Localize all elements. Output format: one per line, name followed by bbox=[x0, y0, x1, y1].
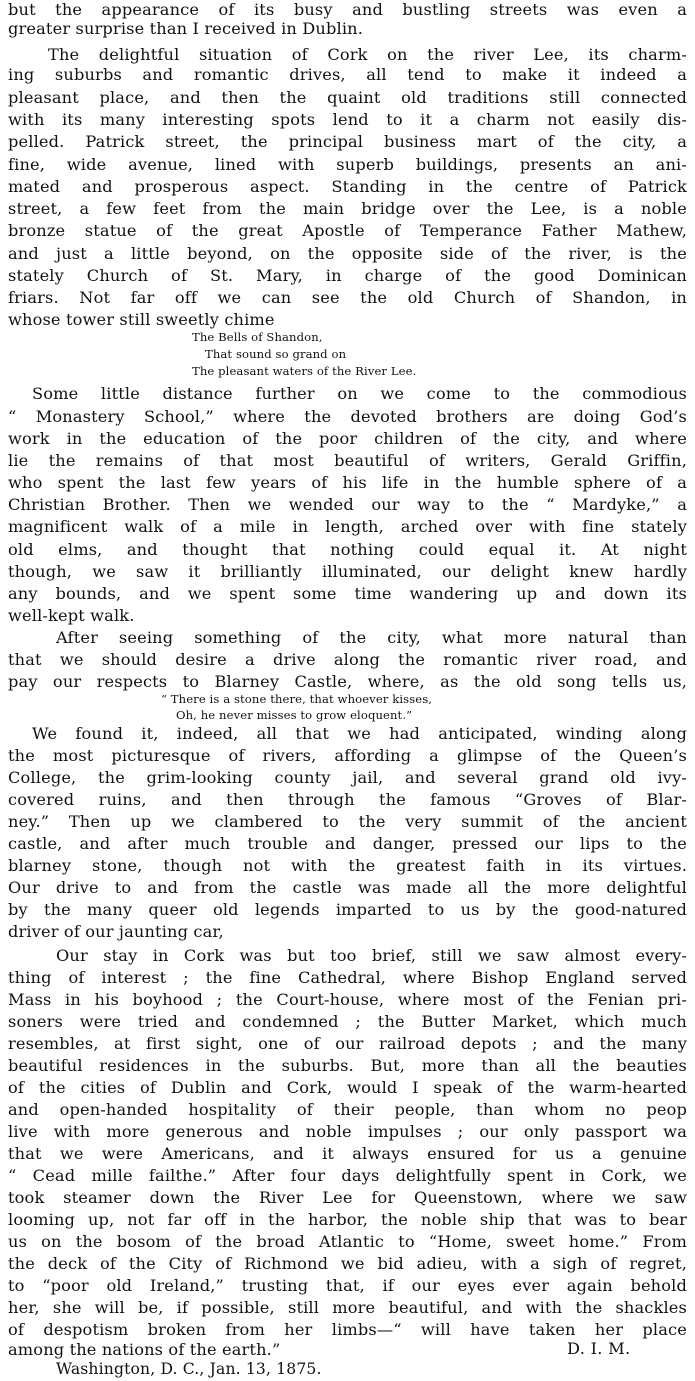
body-line: who spent the last few years of his life in the humble sphere of a bbox=[8, 473, 687, 492]
dateline: Washington, D. C., Jan. 13, 1875. bbox=[56, 1360, 322, 1378]
verse-line: Oh, he never misses to grow eloquent.” bbox=[176, 708, 413, 722]
body-line: the most picturesque of rivers, affording a glimpse of the Queen’s bbox=[8, 746, 687, 765]
body-line: any bounds, and we spent some time wandering up and down its bbox=[8, 584, 687, 603]
body-line: ney.” Then up we clambered to the very summit of the ancient bbox=[8, 812, 687, 831]
body-line: that we should desire a drive along the romantic river road, and bbox=[8, 650, 687, 669]
body-line: us on the bosom of the broad Atlantic to “Home, sweet home.” From bbox=[8, 1232, 687, 1251]
body-line: of the cities of Dublin and Cork, would I speak of the warm-hearted bbox=[8, 1078, 687, 1097]
body-line: that we were Americans, and it always ensured for us a genuine bbox=[8, 1144, 687, 1163]
body-line: Our drive to and from the castle was made all the more delightful bbox=[8, 878, 687, 897]
body-line: soners were tried and condemned ; the Butter Market, which much bbox=[8, 1012, 687, 1031]
body-line: old elms, and thought that nothing could equal it. At night bbox=[8, 540, 687, 559]
body-line: Christian Brother. Then we wended our way to the “ Mardyke,” a bbox=[8, 495, 687, 514]
body-line: Mass in his boyhood ; the Court-house, where most of the Fenian pri- bbox=[8, 990, 687, 1009]
body-line: bronze statue of the great Apostle of Temperance Father Mathew, bbox=[8, 221, 687, 240]
body-line: took steamer down the River Lee for Queenstown, where we saw bbox=[8, 1188, 687, 1207]
body-line: her, she will be, if possible, still more beautiful, and with the shackles bbox=[8, 1298, 687, 1317]
body-line: fine, wide avenue, lined with superb buildings, presents an ani- bbox=[8, 155, 687, 174]
body-line: the deck of the City of Richmond we bid adieu, with a sigh of regret, bbox=[8, 1254, 687, 1273]
verse-line: The pleasant waters of the River Lee. bbox=[192, 364, 417, 378]
body-line: but the appearance of its busy and bustling streets was even a bbox=[8, 0, 687, 19]
body-line: pleasant place, and then the quaint old traditions still connected bbox=[8, 88, 687, 107]
body-line: The delightful situation of Cork on the river Lee, its charm- bbox=[48, 45, 687, 64]
body-line: looming up, not far off in the harbor, the noble ship that was to bear bbox=[8, 1210, 687, 1229]
verse-line: The Bells of Shandon, bbox=[192, 330, 323, 344]
body-line: blarney stone, though not with the greatest faith in its virtues. bbox=[8, 856, 687, 875]
verse-line: That sound so grand on bbox=[205, 347, 347, 361]
body-line: though, we saw it brilliantly illuminated, our delight knew hardly bbox=[8, 562, 687, 581]
body-line: among the nations of the earth.” bbox=[8, 1340, 281, 1359]
body-line: castle, and after much trouble and danger, pressed our lips to the bbox=[8, 834, 687, 853]
body-line: We found it, indeed, all that we had anticipated, winding along bbox=[32, 724, 687, 743]
body-line: with its many interesting spots lend to it a charm not easily dis- bbox=[8, 110, 687, 129]
body-line: driver of our jaunting car, bbox=[8, 922, 224, 941]
body-line: covered ruins, and then through the famous “Groves of Blar- bbox=[8, 790, 687, 809]
body-line: resembles, at first sight, one of our railroad depots ; and the many bbox=[8, 1034, 687, 1053]
body-line: mated and prosperous aspect. Standing in the centre of Patrick bbox=[8, 177, 687, 196]
body-line: and just a little beyond, on the opposite side of the river, is the bbox=[8, 244, 687, 263]
body-line: live with more generous and noble impulses ; our only passport wa bbox=[8, 1122, 687, 1141]
body-line: and open-handed hospitality of their people, than whom no peop bbox=[8, 1100, 687, 1119]
body-line: pay our respects to Blarney Castle, where, as the old song tells us, bbox=[8, 672, 687, 691]
body-line: by the many queer old legends imparted to us by the good-natured bbox=[8, 900, 687, 919]
signature: D. I. M. bbox=[567, 1339, 631, 1358]
body-line: friars. Not far off we can see the old Church of Shandon, in bbox=[8, 288, 687, 307]
body-line: beautiful residences in the suburbs. But, more than all the beauties bbox=[8, 1056, 687, 1075]
verse-line: “ There is a stone there, that whoever kisses, bbox=[161, 692, 433, 706]
body-line: “ Cead mille failthe.” After four days delightfully spent in Cork, we bbox=[8, 1166, 687, 1185]
body-line: lie the remains of that most beautiful of writers, Gerald Griffin, bbox=[8, 451, 687, 470]
body-line: After seeing something of the city, what more natural than bbox=[56, 628, 687, 647]
body-line: street, a few feet from the main bridge over the Lee, is a noble bbox=[8, 199, 687, 218]
body-line: to “poor old Ireland,” trusting that, if our eyes ever again behold bbox=[8, 1276, 687, 1295]
body-line: of despotism broken from her limbs—“ will have taken her place bbox=[8, 1320, 687, 1339]
body-line: ing suburbs and romantic drives, all tend to make it indeed a bbox=[8, 65, 687, 84]
body-line: magnificent walk of a mile in length, arched over with fine stately bbox=[8, 517, 687, 536]
body-line: stately Church of St. Mary, in charge of the good Dominican bbox=[8, 266, 687, 285]
body-line: work in the education of the poor children of the city, and where bbox=[8, 429, 687, 448]
body-line: Our stay in Cork was but too brief, still we saw almost every- bbox=[56, 946, 687, 965]
body-line: College, the grim-looking county jail, and several grand old ivy- bbox=[8, 768, 687, 787]
body-line: well-kept walk. bbox=[8, 606, 135, 625]
body-line: thing of interest ; the fine Cathedral, where Bishop England served bbox=[8, 968, 687, 987]
body-line: “ Monastery School,” where the devoted brothers are doing God’s bbox=[8, 407, 687, 426]
body-line: pelled. Patrick street, the principal business mart of the city, a bbox=[8, 132, 687, 151]
body-line: greater surprise than I received in Dublin. bbox=[8, 19, 364, 38]
body-line: whose tower still sweetly chime bbox=[8, 310, 275, 329]
body-line: Some little distance further on we come to the commodious bbox=[32, 384, 687, 403]
